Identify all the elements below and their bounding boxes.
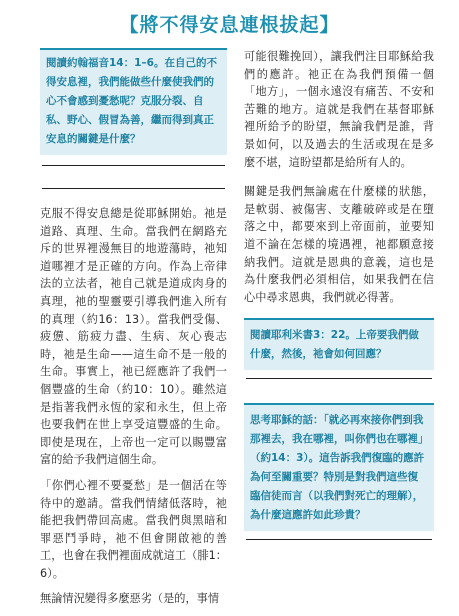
question-text: 思考耶穌的話：「就必再來接你們到我那裡去，我在哪裡，叫你們也在哪裡」（約14：3）。這告訴我們復臨的應許為何至關重要？特別是對我們這些復臨信徒而言（以我們對死亡的理解），為什麼這應許如此珍貴？ [250, 414, 425, 522]
answer-line [42, 155, 225, 166]
question-text: 閱讀約翰福音14：1–6。在自己的不得安息裡，我們能做些什麼使我們的心不會感到憂愁呢？克服分裂、自私、野心、假冒為善，繼而得到真正安息的關鍵是什麼？ [46, 57, 217, 145]
body-paragraph: 「你們心裡不要憂愁」是一個活在等待中的邀請。當我們情緒低落時，祂能把我們帶回高處。當我們與黑暗和罪惡鬥爭時，祂不但會開啟祂的善工，也會在我們裡面成就這工（腓1：6）。 [40, 478, 227, 580]
body-paragraph: 關鍵是我們無論處在什麼樣的狀態，是軟弱、被傷害、支離破碎或是在墮落之中，都要來到上帝面前，並要知道不論在怎樣的境遇裡，祂都願意接納我們。這就是恩典的意義，這也是為什麼我們必須相信，如果我們在信心中尋求恩典，我們就必得著。 [244, 185, 434, 304]
question-box-reflection [244, 403, 434, 531]
answer-line [42, 188, 225, 189]
body-paragraph: 可能很難挽回），讓我們注目耶穌給我們的應許。祂正在為我們預備一個「地方」，一個永遠沒有痛苦、不安和苦難的地方。這就是我們在基督耶穌裡所給予的盼望，無論我們是誰，背景如何，以及過去的生活或現在是多麼不堪，這盼望都是給所有人的。 [244, 50, 434, 169]
page-title: 【將不得安息連根拔起】 [119, 14, 340, 36]
question-box-john [40, 48, 227, 155]
body-paragraph: 無論情況變得多麼惡劣（是的，事情 [40, 592, 220, 606]
right-column [244, 48, 434, 564]
question-box-jeremiah [244, 318, 434, 370]
body-paragraph: 克服不得安息總是從耶穌開始。祂是道路、真理、生命。當我們在網路充斥的世界裡漫無目的地遊蕩時，祂知道哪裡才是正確的方向。作為上帝律法的立法者，祂自己就是道成肉身的真理，祂的聖靈要引導我們進入所有的真理（約16：13）。當我們受傷、疲憊、筋疲力盡、生病、灰心喪志時，祂是生命——這生命不是一般的生命。事實上，祂已經應許了我們一個豐盛的生命（約10：10）。雖然這是指著我們永恆的家和永生，但上帝也要我們在世上享受這豐盛的生命。即使是現在，上帝也一定可以賜豐富富的給予我們這個生命。 [40, 207, 227, 467]
answer-line [246, 378, 432, 379]
left-column [40, 48, 227, 616]
answer-line [246, 539, 432, 540]
question-text: 閱讀耶利米書3：22。上帝要我們做什麼，然後，祂會如何回應？ [250, 329, 419, 361]
